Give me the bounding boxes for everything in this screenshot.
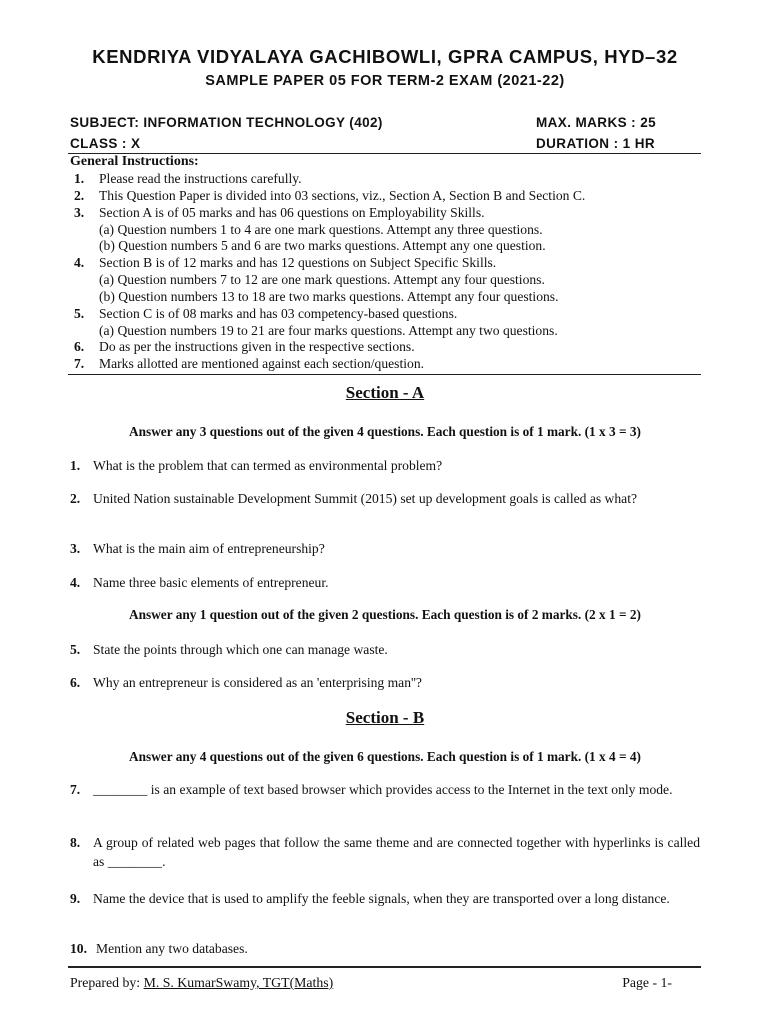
section-b-title: Section - B xyxy=(345,708,425,727)
footer-divider xyxy=(68,966,701,968)
question-item: 9. Name the device that is used to amplify the feeble signals, when they are transported over a long distance. xyxy=(70,891,670,906)
question-item: 4. Name three basic elements of entrepreneur. xyxy=(70,575,329,590)
instruction-line: 4. Section B is of 12 marks and has 12 questions on Subject Specific Skills. xyxy=(74,255,497,271)
page-number: Page - 1- xyxy=(622,975,672,990)
subject-row xyxy=(70,115,700,130)
general-instructions-title: General Instructions: xyxy=(70,154,199,169)
prepared-by-label: Prepared by: xyxy=(70,975,144,990)
instruction-line: 2. This Question Paper is divided into 03 sections, viz., Section A, Section B and Section C. xyxy=(74,187,586,203)
subject-label: SUBJECT: INFORMATION TECHNOLOGY (402) xyxy=(70,115,383,130)
class-row xyxy=(70,136,700,151)
general-instructions-list xyxy=(70,171,710,373)
section-a-instruction-2: Answer any 1 question out of the given 2 questions. Each question is of 2 marks. (2 x 1 = 2) xyxy=(129,607,641,622)
duration-label: DURATION : 1 HR xyxy=(536,136,655,151)
author-name: M. S. KumarSwamy, TGT(Maths) xyxy=(143,975,334,990)
instruction-line: (a) Question numbers 7 to 12 are one mark questions. Attempt any four questions. xyxy=(99,272,545,288)
question-item: 3. What is the main aim of entrepreneurship? xyxy=(70,541,325,556)
question-item: 6. Why an entrepreneur is considered as an 'enterprising man''? xyxy=(70,675,422,690)
question-item: 5. State the points through which one can manage waste. xyxy=(70,642,388,657)
section-a-title: Section - A xyxy=(345,383,425,402)
instruction-line: (b) Question numbers 5 and 6 are two marks questions. Attempt any one question. xyxy=(99,238,546,254)
page-footer xyxy=(70,975,700,991)
question-item: 10. Mention any two databases. xyxy=(70,941,248,956)
instruction-line: (b) Question numbers 13 to 18 are two marks questions. Attempt any four questions. xyxy=(99,288,559,304)
instruction-line: 5. Section C is of 08 marks and has 03 competency-based questions. xyxy=(74,305,458,321)
question-item: 2. United Nation sustainable Development Summit (2015) set up development goals is called as what? xyxy=(70,491,638,506)
instruction-line: (a) Question numbers 1 to 4 are one mark questions. Attempt any three questions. xyxy=(99,221,543,237)
instruction-line: 7. Marks allotted are mentioned against each section/question. xyxy=(74,356,425,372)
class-label: CLASS : X xyxy=(70,136,141,151)
exam-title: SAMPLE PAPER 05 FOR TERM-2 EXAM (2021-22) xyxy=(205,73,565,89)
instruction-line: 3. Section A is of 05 marks and has 06 questions on Employability Skills. xyxy=(74,204,485,220)
school-name: KENDRIYA VIDYALAYA GACHIBOWLI, GPRA CAMPUS, HYD–32 xyxy=(92,46,678,67)
instruction-line: (a) Question numbers 19 to 21 are four marks questions. Attempt any two questions. xyxy=(99,322,558,338)
question-item: 7. ________ is an example of text based browser which provides access to the Internet in the text only mode. xyxy=(70,782,673,797)
max-marks-label: MAX. MARKS : 25 xyxy=(536,115,657,130)
instructions-divider xyxy=(68,374,701,375)
instruction-line: 6. Do as per the instructions given in the respective sections. xyxy=(74,339,415,355)
question-item: 8. A group of related web pages that follow the same theme and are connected together with hyperlinks is called as ________. xyxy=(70,835,700,869)
section-a-instruction-1: Answer any 3 questions out of the given 4 questions. Each question is of 1 mark. (1 x 3 = 3) xyxy=(129,424,641,439)
section-b-instruction-1: Answer any 4 questions out of the given 6 questions. Each question is of 1 mark. (1 x 4 = 4) xyxy=(129,749,641,764)
question-item: 1. What is the problem that can termed as environmental problem? xyxy=(70,458,443,473)
instruction-line: 1. Please read the instructions carefully. xyxy=(74,171,302,186)
